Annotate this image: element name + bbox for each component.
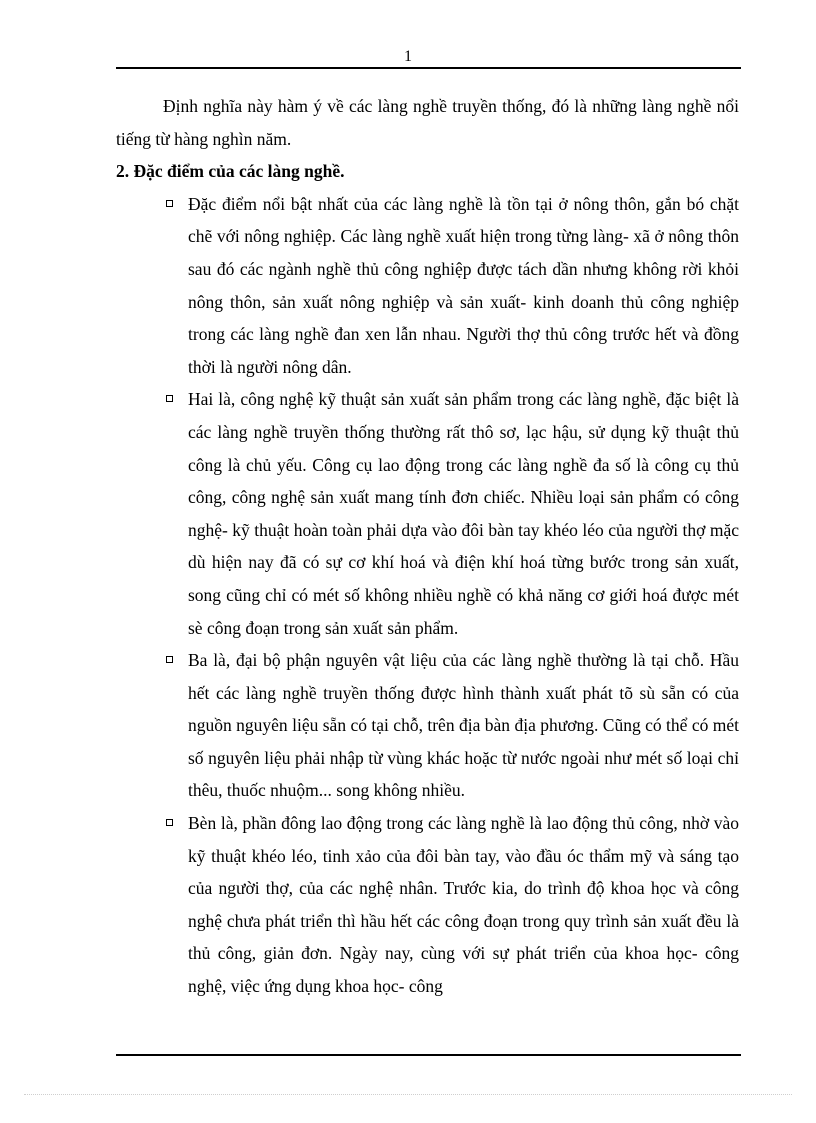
section-heading: 2. Đặc điểm của các làng nghề. (116, 161, 345, 182)
footer-rule (116, 1054, 741, 1056)
page-number: 1 (404, 48, 412, 65)
intro-paragraph: Định nghĩa này hàm ý về các làng nghề truyền thống, đó là những làng nghề nổi tiếng từ hàng nghìn năm. (116, 96, 739, 149)
square-bullet-icon (166, 656, 173, 663)
bullet-item-4 (116, 807, 739, 1003)
bullet-text: Hai là, công nghệ kỹ thuật sản xuất sản phẩm trong các làng nghề, đặc biệt là các làng nghề truyền thống thường rất thô sơ, lạc hậu, sử dụng kỹ thuật thủ công là chủ yếu. Công cụ lao động trong các làng nghề đa số là công cụ thủ công, công nghệ sản xuất mang tính đơn chiếc. Nhiều loại sản phẩm có công nghệ- kỹ thuật hoàn toàn phải dựa vào đôi bàn tay khéo léo của người thợ mặc dù hiện nay đã có sự cơ khí hoá và điện khí hoá từng bước trong sản xuất, song cũng chỉ có mét số không nhiều nghề có khả năng cơ giới hoá được mét sè công đoạn trong sản xuất sản phẩm. (188, 389, 739, 638)
bullet-item-1 (116, 188, 739, 384)
bullet-text: Đặc điểm nổi bật nhất của các làng nghề là tồn tại ở nông thôn, gắn bó chặt chẽ với nông nghiệp. Các làng nghề xuất hiện trong từng làng- xã ở nông thôn sau đó các ngành nghề thủ công nghiệp được tách dần nhưng không rời khỏi nông thôn, sản xuất nông nghiệp và sản xuất- kinh doanh thủ công nghiệp trong các làng nghề đan xen lẫn nhau. Người thợ thủ công trước hết và đồng thời là người nông dân. (188, 193, 739, 377)
page-edge-dotted-line (24, 1094, 792, 1095)
square-bullet-icon (166, 395, 173, 402)
bullet-item-3 (116, 644, 739, 807)
bullet-list (116, 188, 739, 1003)
square-bullet-icon (166, 819, 173, 826)
document-body (116, 90, 739, 1003)
bullet-text: Ba là, đại bộ phận nguyên vật liệu của các làng nghề thường là tại chỗ. Hầu hết các làng nghề truyền thống được hình thành xuất phát tõ sù sẵn có của nguồn nguyên liệu sẵn có tại chỗ, trên địa bàn địa phương. Cũng có thể có mét số nguyên liệu phải nhập từ vùng khác hoặc từ nước ngoài như mét số loại chỉ thêu, thuốc nhuộm... song không nhiều. (188, 650, 739, 801)
bullet-item-2 (116, 383, 739, 644)
square-bullet-icon (166, 200, 173, 207)
bullet-text: Bèn là, phần đông lao động trong các làng nghề là lao động thủ công, nhờ vào kỹ thuật khéo léo, tinh xảo của đôi bàn tay, vào đầu óc thẩm mỹ và sáng tạo của người thợ, của các nghệ nhân. Trước kia, do trình độ khoa học và công nghệ chưa phát triển thì hầu hết các công đoạn trong quy trình sản xuất đều là thủ công, giản đơn. Ngày nay, cùng với sự phát triển của khoa học- công nghệ, việc ứng dụng khoa học- công (188, 813, 739, 997)
header-rule (116, 67, 741, 69)
